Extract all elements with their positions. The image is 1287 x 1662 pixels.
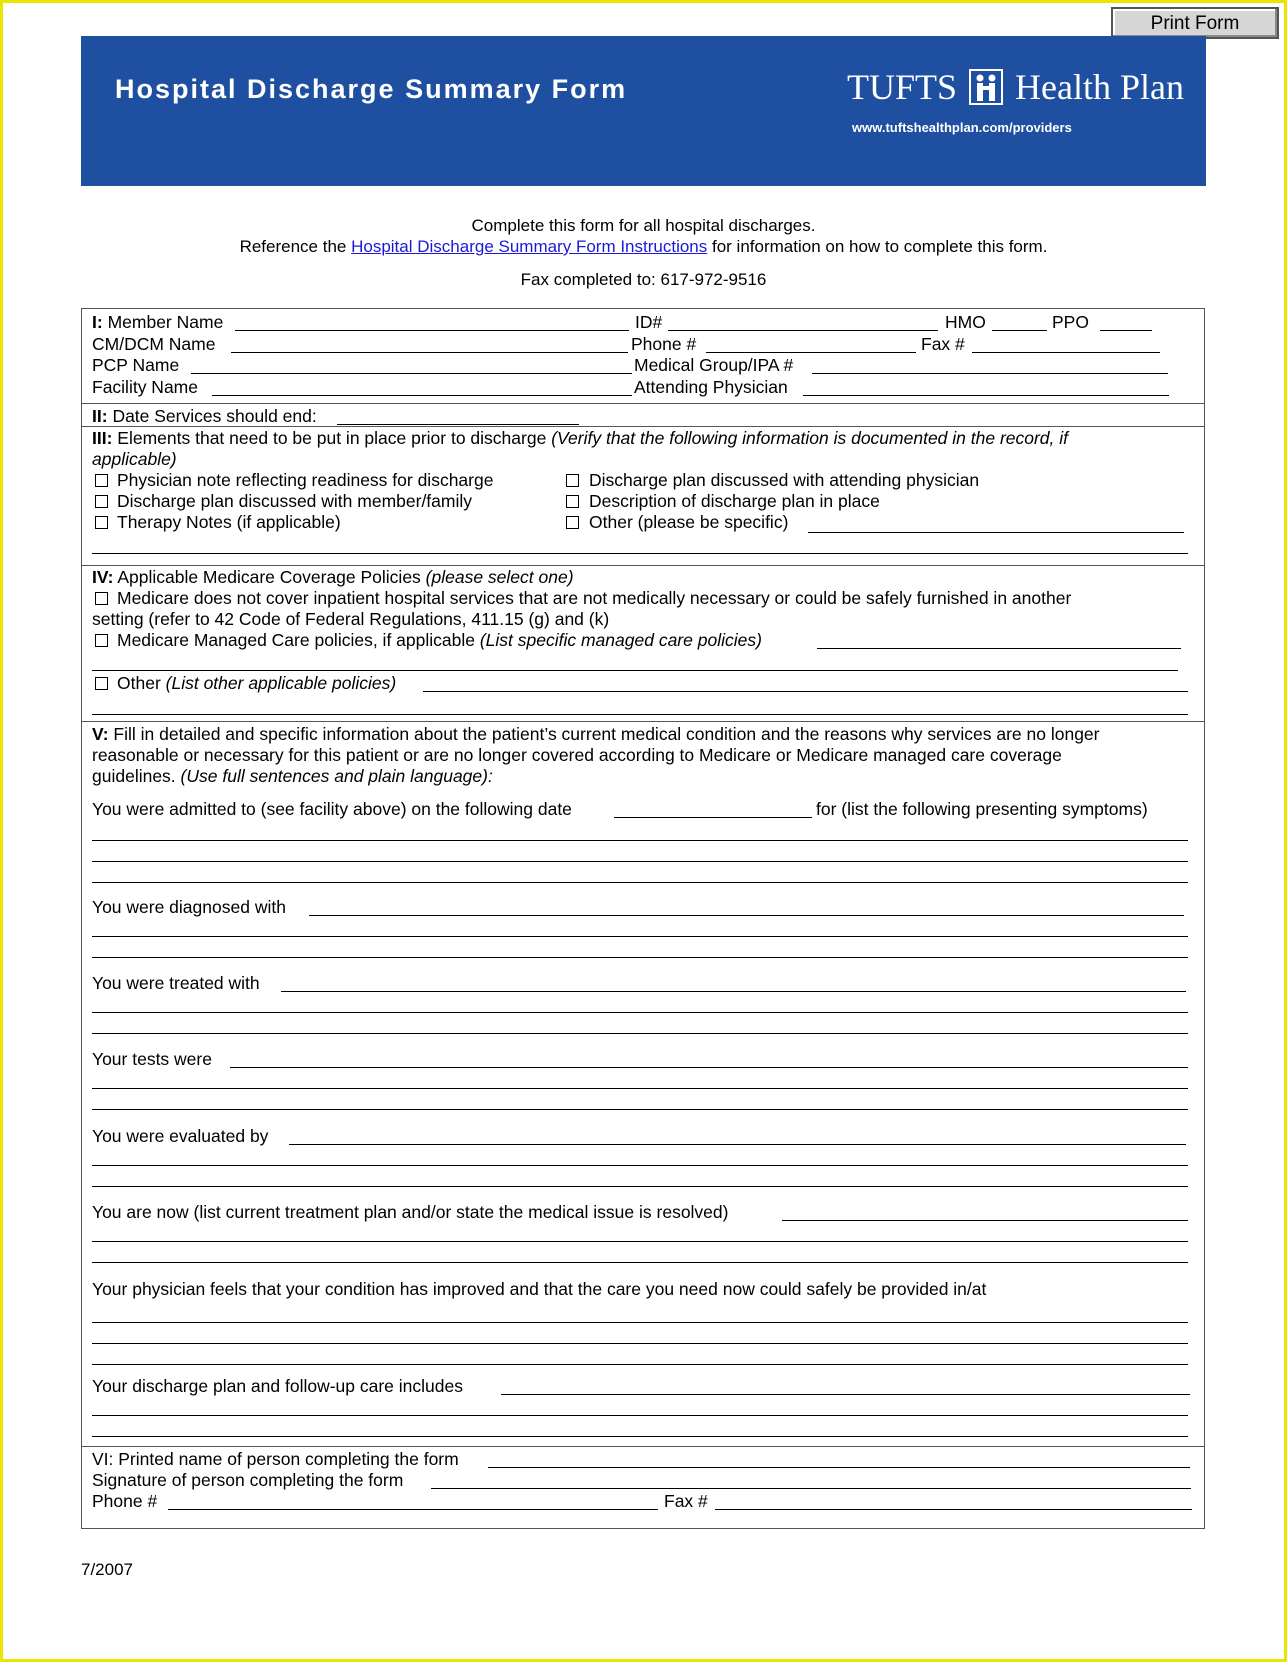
pcp-name-field[interactable] (191, 373, 632, 374)
form-version-date: 7/2007 (81, 1560, 133, 1579)
discharge-plan-member-label: Discharge plan discussed with member/family (117, 491, 472, 511)
medical-group-label: Medical Group/IPA # (634, 355, 794, 375)
label-text: Elements that need to be put in place prior to discharge (117, 428, 552, 448)
page-title: Hospital Discharge Summary Form (115, 74, 628, 104)
diagnosed-field[interactable] (309, 915, 1184, 916)
checkbox-discharge-plan-physician[interactable] (566, 474, 579, 487)
section-number: V: (92, 724, 109, 744)
label-note: (Verify that the following information is documented in the record, if (551, 428, 1069, 448)
section-number: IV: (92, 567, 114, 587)
signature-label: Signature of person completing the form (92, 1470, 404, 1490)
diagnosed-label: You were diagnosed with (92, 897, 286, 917)
medical-group-field[interactable] (812, 373, 1168, 374)
label-text: Fill in detailed and specific information about the patient’s current medical condition and the reasons why services are no longer (113, 724, 1100, 744)
ppo-field[interactable] (1100, 330, 1152, 331)
discharge-plan-physician-label: Discharge plan discussed with attending physician (589, 470, 980, 490)
fax-instructions: Fax completed to: 617-972-9516 (520, 270, 767, 289)
hmo-field[interactable] (992, 330, 1047, 331)
treated-line[interactable] (92, 1033, 1188, 1034)
physician-feels-line[interactable] (92, 1343, 1188, 1344)
treated-label: You were treated with (92, 973, 260, 993)
label-note: (List specific managed care policies) (479, 630, 762, 650)
discharge-plan-label: Your discharge plan and follow-up care includes (92, 1376, 463, 1396)
hmo-label: HMO (945, 312, 986, 332)
date-services-end-field[interactable] (337, 424, 579, 425)
intro-text: Reference the (239, 237, 352, 256)
checkbox-other-policies[interactable] (95, 677, 108, 690)
signature-field[interactable] (431, 1488, 1191, 1489)
date-services-end-label (92, 406, 317, 426)
divider (82, 403, 1204, 404)
section-number: I: (92, 312, 103, 332)
diagnosed-line[interactable] (92, 957, 1188, 958)
section-5-heading-cont2 (92, 766, 493, 786)
id-label: ID# (635, 312, 663, 332)
managed-care-label (117, 630, 762, 650)
divider (82, 565, 1204, 566)
facility-name-field[interactable] (212, 395, 632, 396)
tufts-logo (847, 66, 1184, 108)
diagnosed-line[interactable] (92, 936, 1188, 937)
label-text: Other (117, 673, 166, 693)
member-name-label (92, 312, 223, 332)
label-text: Applicable Medicare Coverage Policies (117, 567, 426, 587)
now-field[interactable] (782, 1220, 1188, 1221)
checkbox-managed-care[interactable] (95, 634, 108, 647)
fax-field[interactable] (972, 352, 1160, 353)
fax-label: Fax # (921, 334, 965, 354)
completer-fax-field[interactable] (715, 1509, 1192, 1510)
discharge-plan-line[interactable] (92, 1436, 1188, 1437)
label-text: guidelines. (92, 766, 181, 786)
cm-name-label: CM/DCM Name (92, 334, 216, 354)
completer-phone-field[interactable] (168, 1509, 658, 1510)
admitted-symptoms-label: for (list the following presenting symptoms) (816, 799, 1148, 819)
printed-name-label: VI: Printed name of person completing the form (92, 1449, 459, 1469)
now-line[interactable] (92, 1262, 1188, 1263)
section-5-heading (92, 724, 1100, 744)
treated-field[interactable] (281, 991, 1186, 992)
phone-label: Phone # (631, 334, 697, 354)
section-number: II: (92, 406, 108, 426)
checkbox-discharge-plan-member[interactable] (95, 495, 108, 508)
pcp-name-label: PCP Name (92, 355, 180, 375)
completer-fax-label: Fax # (664, 1491, 708, 1511)
instructions-link[interactable]: Hospital Discharge Summary Form Instructions (351, 237, 708, 256)
attending-physician-field[interactable] (803, 395, 1169, 396)
symptoms-line[interactable] (92, 861, 1188, 862)
section-3-extra-line[interactable] (92, 553, 1188, 554)
label-note: (List other applicable policies) (165, 673, 397, 693)
section-3-note-cont (92, 449, 177, 469)
section-3-heading (92, 428, 1068, 448)
other-policies-field[interactable] (423, 691, 1188, 692)
tests-line[interactable] (92, 1088, 1188, 1089)
intro-line-1: Complete this form for all hospital discharges. (471, 216, 816, 235)
tests-line[interactable] (92, 1109, 1188, 1110)
checkbox-therapy-notes[interactable] (95, 516, 108, 529)
physician-feels-line[interactable] (92, 1364, 1188, 1365)
tests-label: Your tests were (92, 1049, 212, 1069)
label-text: Date Services should end: (112, 406, 317, 426)
print-form-button[interactable]: Print Form (1111, 7, 1279, 39)
divider (82, 1446, 1204, 1447)
evaluated-field[interactable] (289, 1144, 1186, 1145)
intro-line-2 (81, 237, 1206, 257)
label-note: (Use full sentences and plain language): (180, 766, 493, 786)
label-text: Member Name (107, 312, 224, 332)
header-banner (81, 36, 1206, 186)
description-discharge-label: Description of discharge plan in place (589, 491, 880, 511)
checkbox-description-discharge[interactable] (566, 495, 579, 508)
logo-url: www.tuftshealthplan.com/providers (852, 120, 1072, 135)
section-number: III: (92, 428, 113, 448)
admitted-label: You were admitted to (see facility above) on the following date (92, 799, 572, 819)
phone-field[interactable] (706, 352, 916, 353)
cm-name-field[interactable] (231, 352, 628, 353)
discharge-plan-field[interactable] (501, 1394, 1190, 1395)
managed-care-field[interactable] (817, 648, 1181, 649)
symptoms-line[interactable] (92, 882, 1188, 883)
checkbox-other[interactable] (566, 516, 579, 529)
evaluated-line[interactable] (92, 1186, 1188, 1187)
section-4-heading (92, 567, 574, 587)
member-name-field[interactable] (235, 330, 629, 331)
physician-feels-line[interactable] (92, 1322, 1188, 1323)
physician-note-label: Physician note reflecting readiness for discharge (117, 470, 494, 490)
logo-text-left: TUFTS (847, 67, 958, 107)
divider (82, 721, 1204, 722)
medicare-not-cover-label: Medicare does not cover inpatient hospital services that are not medically necessary or could be safely furnished in another (117, 588, 1072, 608)
completer-phone-label: Phone # (92, 1491, 158, 1511)
other-specify-field[interactable] (808, 532, 1184, 533)
admitted-date-field[interactable] (614, 817, 812, 818)
divider (82, 426, 1204, 427)
intro-text: for information on how to complete this form. (707, 237, 1048, 256)
label-note: applicable) (92, 449, 177, 469)
tests-field[interactable] (230, 1067, 1188, 1068)
evaluated-label: You were evaluated by (92, 1126, 269, 1146)
discharge-form (81, 308, 1205, 1529)
label-text: Medicare Managed Care policies, if applicable (117, 630, 480, 650)
therapy-notes-label: Therapy Notes (if applicable) (117, 512, 341, 532)
checkbox-medicare-not-cover[interactable] (95, 592, 108, 605)
logo-text-right: Health Plan (1015, 67, 1184, 107)
other-policies-extra-line[interactable] (92, 714, 1188, 715)
attending-physician-label: Attending Physician (634, 377, 788, 397)
now-line[interactable] (92, 1241, 1188, 1242)
printed-name-field[interactable] (488, 1467, 1190, 1468)
id-field[interactable] (668, 330, 938, 331)
symptoms-line[interactable] (92, 840, 1188, 841)
other-label: Other (please be specific) (589, 512, 789, 532)
managed-care-extra-line[interactable] (92, 670, 1178, 671)
label-note: (please select one) (425, 567, 574, 587)
discharge-plan-line[interactable] (92, 1415, 1188, 1416)
family-logo-icon (969, 69, 1003, 105)
checkbox-physician-note[interactable] (95, 474, 108, 487)
facility-name-label: Facility Name (92, 377, 198, 397)
physician-feels-label: Your physician feels that your condition has improved and that the care you need now could safely be provided in/at (92, 1279, 987, 1299)
now-label: You are now (list current treatment plan and/or state the medical issue is resolved) (92, 1202, 729, 1222)
treated-line[interactable] (92, 1012, 1188, 1013)
evaluated-line[interactable] (92, 1165, 1188, 1166)
ppo-label: PPO (1052, 312, 1089, 332)
other-policies-label (117, 673, 396, 693)
medicare-not-cover-label-cont: setting (refer to 42 Code of Federal Regulations, 411.15 (g) and (k) (92, 609, 610, 629)
section-5-heading-cont: reasonable or necessary for this patient or are no longer covered according to Medicare or Medicare managed care coverage (92, 745, 1062, 765)
